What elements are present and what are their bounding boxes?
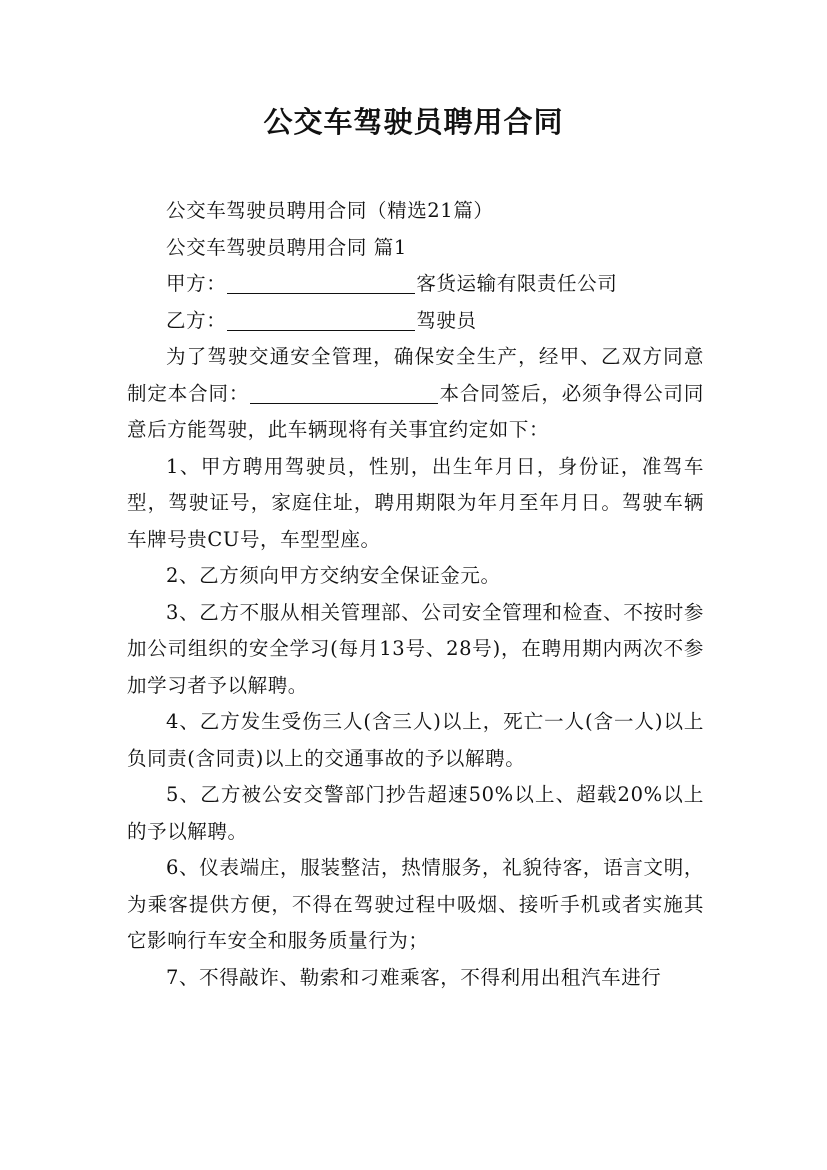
- clause-3: 3、乙方不服从相关管理部、公司安全管理和检查、不按时参加公司组织的安全学习(每月13号、28号)，在聘用期内两次不参加学习者予以解聘。: [127, 600, 704, 697]
- intro-paragraph: [127, 339, 704, 449]
- party-b-role: 驾驶员: [416, 308, 477, 332]
- intro-after: 本合同签后，必须争得公司同意后方能驾驶，此车辆现将有关事宜约定如下：: [127, 381, 704, 441]
- document-title: 公交车驾驶员聘用合同: [263, 105, 564, 139]
- subtitle: 公交车驾驶员聘用合同（精选21篇）: [166, 199, 494, 222]
- party-b-blank: [227, 308, 415, 331]
- party-b-label: 乙方：: [166, 308, 227, 332]
- clause-6: 6、仪表端庄，服装整洁，热情服务，礼貌待客，语言文明，为乘客提供方便，不得在驾驶过程中吸烟、接听手机或者实施其它影响行车安全和服务质量行为；: [127, 856, 704, 952]
- party-b-line: [127, 303, 704, 340]
- intro-blank: [250, 381, 438, 404]
- clause-7: 7、不得敲诈、勒索和刁难乘客，不得利用出租汽车进行: [166, 965, 662, 989]
- clause-4: 4、乙方发生受伤三人(含三人)以上，死亡一人(含一人)以上负同责(含同责)以上的交通事故的予以解聘。: [127, 710, 704, 770]
- intro-before: 为了驾驶交通安全管理，确保安全生产，经甲、乙双方同意制定本合同：: [127, 345, 704, 405]
- clause-1: 1、甲方聘用驾驶员，性别，出生年月日，身份证，准驾车型，驾驶证号，家庭住址，聘用期限为年月至年月日。驾驶车辆车牌号贵CU号，车型型座。: [127, 454, 704, 551]
- party-a-blank: [227, 271, 415, 294]
- party-a-label: 甲方：: [166, 272, 227, 295]
- section-heading: 公交车驾驶员聘用合同 篇1: [166, 235, 407, 259]
- document-body: [127, 193, 704, 996]
- party-a-name: 客货运输有限责任公司: [416, 272, 618, 295]
- clause-2: 2、乙方须向甲方交纳安全保证金元。: [166, 564, 501, 587]
- party-a-line: [127, 266, 704, 303]
- clause-5: 5、乙方被公安交警部门抄告超速50%以上、超载20%以上的予以解聘。: [127, 783, 704, 843]
